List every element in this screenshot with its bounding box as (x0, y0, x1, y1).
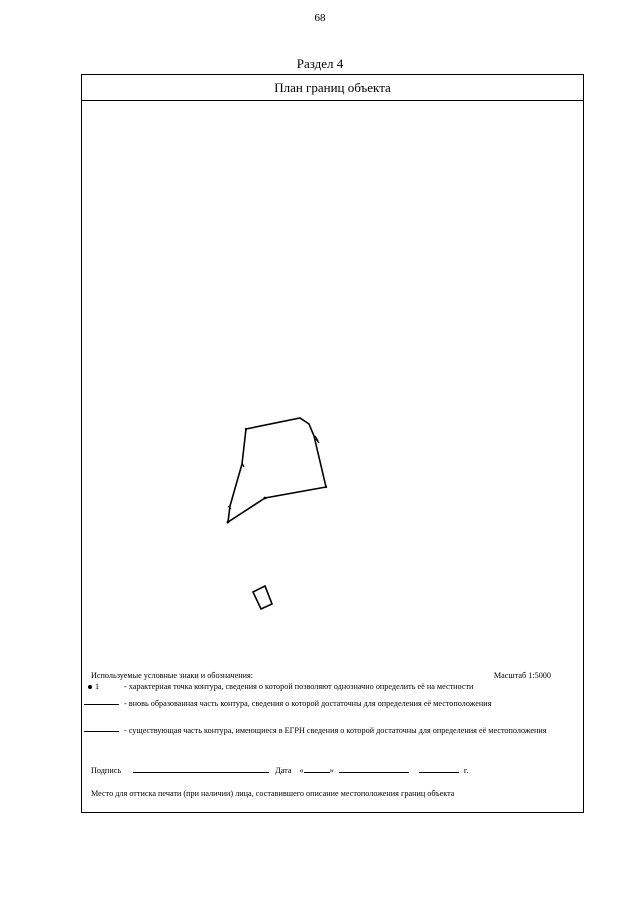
date-year-field[interactable] (419, 763, 459, 773)
point-dot-icon (88, 685, 92, 689)
open-quote: « (299, 766, 304, 775)
parcel-contour-main (228, 418, 326, 522)
contour-vertex (227, 521, 230, 524)
contour-vertex (245, 428, 247, 430)
section-title: Раздел 4 (296, 56, 344, 71)
close-quote: » (329, 766, 334, 775)
date-month-field[interactable] (339, 763, 409, 773)
contour-vertex (264, 497, 267, 500)
page-number: 68 (314, 12, 326, 24)
legend-title: Используемые условные знаки и обозначения: (91, 671, 254, 680)
signature-label: Подпись (91, 766, 122, 775)
existing-contour-line-symbol (84, 731, 119, 732)
signature-field[interactable] (133, 763, 269, 773)
point-symbol-label: 1 (95, 682, 100, 691)
parcel-contour-small (253, 586, 272, 609)
contour-vertex (325, 486, 327, 488)
year-suffix: г. (463, 766, 469, 775)
plan-title: План границ объекта (82, 75, 583, 101)
boundary-plan-svg (82, 101, 583, 661)
stamp-note: Место для оттиска печати (при наличии) лица, составившего описание местоположения границ объекта (91, 789, 455, 798)
point-symbol (84, 682, 119, 692)
legend-item-text: - характерная точка контура, сведения о которой позволяют однозначно определить её на местности (124, 682, 474, 691)
scale-label: Масштаб 1:5000 (493, 671, 551, 680)
plan-frame (81, 74, 584, 813)
date-day-field[interactable] (304, 763, 330, 773)
date-label: Дата (275, 766, 292, 775)
legend-item-text: - существующая часть контура, имеющиеся в ЕГРН сведения о которой достаточны для определения её местоположения (124, 726, 547, 735)
legend-item-text: - вновь образованная часть контура, сведения о которой достаточны для определения её местоположения (124, 699, 492, 708)
plan-drawing-area (82, 101, 583, 661)
signature-row (91, 763, 468, 775)
new-contour-line-symbol (84, 704, 119, 705)
